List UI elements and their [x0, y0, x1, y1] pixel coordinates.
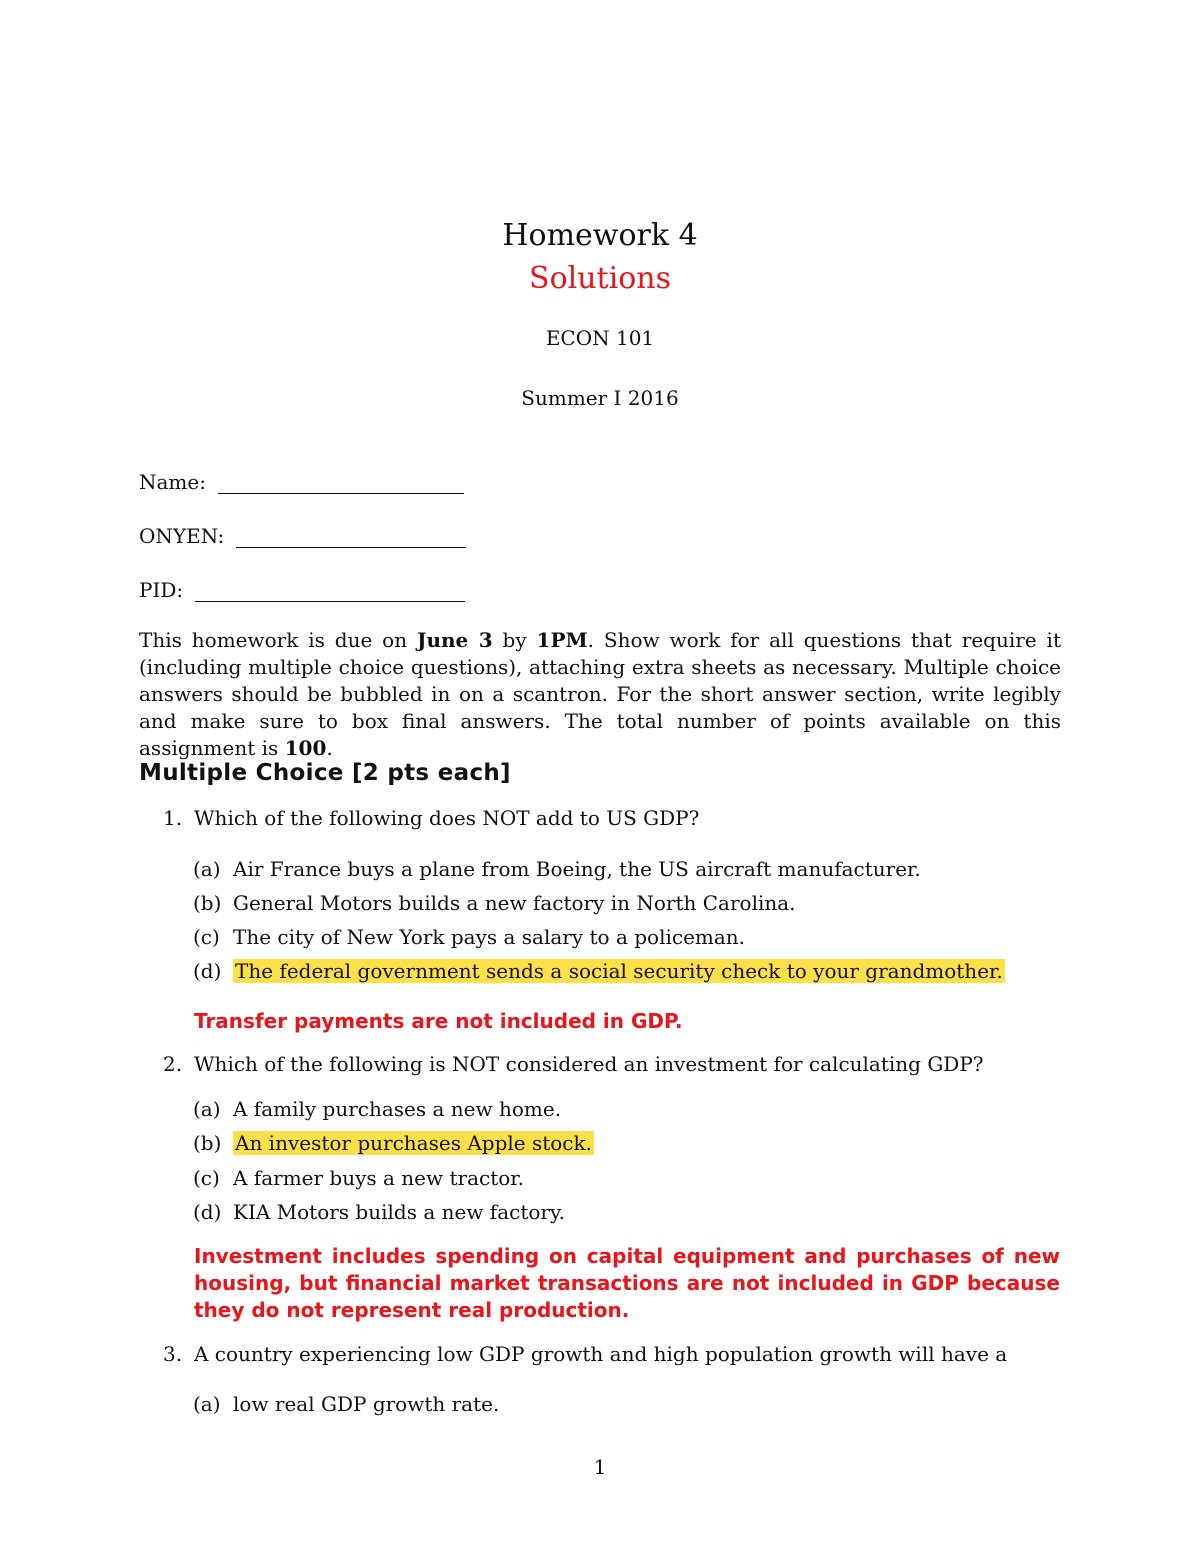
due-time: 1PM [536, 628, 588, 652]
term: Summer I 2016 [521, 386, 679, 410]
section-heading: Multiple Choice [2 pts each] [139, 760, 511, 786]
onyen-field[interactable] [139, 524, 466, 548]
question-number: 3. [163, 1342, 183, 1366]
option-1a: (a) Air France buys a plane from Boeing, the US aircraft manufacturer. [193, 857, 921, 881]
option-2d: (d) KIA Motors builds a new factory. [193, 1200, 565, 1224]
page-number: 1 [593, 1455, 607, 1479]
option-2a: (a) A family purchases a new home. [193, 1097, 562, 1121]
highlighted-answer: An investor purchases Apple stock. [235, 1131, 592, 1155]
question-2 [163, 1052, 984, 1076]
option-1b: (b) General Motors builds a new factory in North Carolina. [193, 891, 796, 915]
pid-blank-line[interactable] [195, 581, 465, 602]
explanation-1: Transfer payments are not included in GDP. [194, 1009, 683, 1033]
question-text: A country experiencing low GDP growth and high population growth will have a [194, 1342, 1008, 1366]
total-points: 100 [284, 736, 327, 760]
explanation-2: Investment includes spending on capital equipment and purchases of new housing, but financial market transactions are not included in GDP because they do not represent real production. [194, 1244, 1060, 1322]
course-name: ECON 101 [545, 326, 655, 350]
name-label: Name: [139, 470, 206, 494]
option-1d-correct: (d) The federal government sends a social security check to your grandmother. [193, 959, 1003, 983]
option-1c: (c) The city of New York pays a salary to a policeman. [193, 925, 746, 949]
question-number: 2. [163, 1052, 183, 1076]
onyen-label: ONYEN: [139, 524, 225, 548]
name-field[interactable] [139, 470, 464, 494]
onyen-blank-line[interactable] [236, 527, 466, 548]
pid-label: PID: [139, 578, 184, 602]
question-3 [163, 1342, 1007, 1366]
highlighted-answer: The federal government sends a social security check to your grandmother. [235, 959, 1003, 983]
due-date: June 3 [416, 628, 493, 652]
question-1 [163, 806, 699, 830]
name-blank-line[interactable] [218, 473, 464, 494]
question-number: 1. [163, 806, 183, 830]
instructions-paragraph: This homework is due on June 3 by 1PM. Show work for all questions that require it (including multiple choice questions), attaching extra sheets as necessary. Multiple choice answers should be bubbled in on a scantron. For the short answer section, write legibly and make sure to box final answers. The total number of points available on this assignment is 100. [139, 628, 1061, 760]
document-subtitle: Solutions [529, 261, 671, 296]
question-text: Which of the following does NOT add to US GDP? [194, 806, 700, 830]
question-text: Which of the following is NOT considered an investment for calculating GDP? [194, 1052, 984, 1076]
pid-field[interactable] [139, 578, 465, 602]
option-3a: (a) low real GDP growth rate. [193, 1392, 500, 1416]
option-2b-correct: (b) An investor purchases Apple stock. [193, 1131, 592, 1155]
option-2c: (c) A farmer buys a new tractor. [193, 1166, 525, 1190]
document-title: Homework 4 [502, 218, 698, 253]
